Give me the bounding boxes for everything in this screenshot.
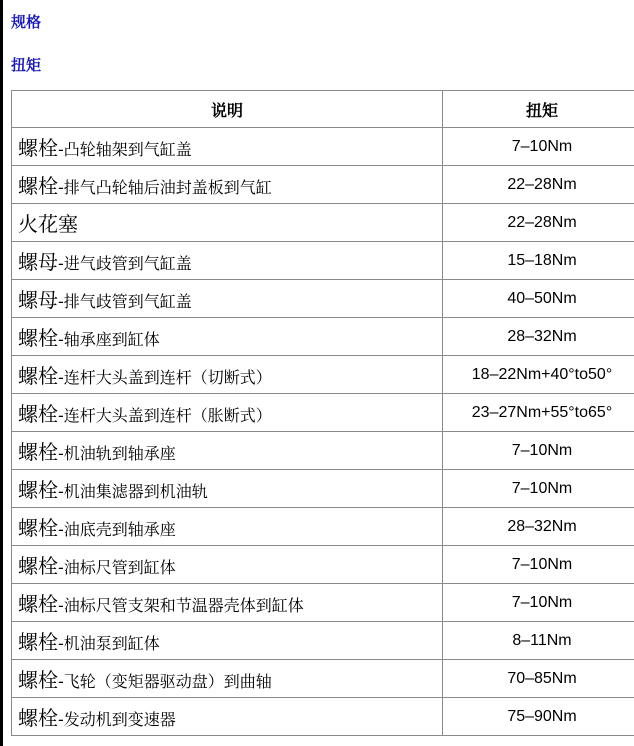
part-name: 螺栓: [18, 136, 58, 160]
part-location: -机油集滤器到机油轨: [58, 482, 208, 501]
cell-description: [12, 204, 443, 242]
part-location: -机油轨到轴承座: [58, 444, 176, 463]
part-location: -排气凸轮轴后油封盖板到气缸: [58, 178, 272, 197]
cell-description: [12, 128, 443, 166]
part-location: -凸轮轴架到气缸盖: [58, 140, 192, 159]
part-location: -连杆大头盖到连杆（切断式）: [58, 368, 272, 387]
part-name: 螺栓: [18, 174, 58, 198]
left-border: [0, 0, 3, 746]
part-location: -排气歧管到气缸盖: [58, 292, 192, 311]
table-row: [12, 204, 634, 242]
cell-torque-value: 15–18Nm: [443, 242, 634, 280]
part-location: -油底壳到轴承座: [58, 520, 176, 539]
part-name: 螺栓: [18, 440, 58, 464]
table-row: [12, 584, 634, 622]
cell-description: [12, 280, 443, 318]
cell-description: [12, 432, 443, 470]
cell-description: [12, 166, 443, 204]
part-name: 螺栓: [18, 364, 58, 388]
part-location: -油标尺管到缸体: [58, 558, 176, 577]
cell-torque-value: 40–50Nm: [443, 280, 634, 318]
cell-description: [12, 242, 443, 280]
column-header-torque: 扭矩: [443, 91, 634, 128]
table-row: [12, 546, 634, 584]
cell-description: [12, 660, 443, 698]
table-row: [12, 508, 634, 546]
cell-description: [12, 698, 443, 736]
cell-torque-value: 7–10Nm: [443, 546, 634, 584]
cell-description: [12, 470, 443, 508]
part-name: 螺母: [18, 250, 58, 274]
cell-torque-value: 28–32Nm: [443, 508, 634, 546]
cell-description: [12, 508, 443, 546]
table-row: [12, 166, 634, 204]
cell-description: [12, 546, 443, 584]
table-row: [12, 318, 634, 356]
part-location: -油标尺管支架和节温器壳体到缸体: [58, 596, 304, 615]
table-row: [12, 128, 634, 166]
cell-torque-value: 7–10Nm: [443, 470, 634, 508]
table-row: [12, 394, 634, 432]
part-location: -进气歧管到气缸盖: [58, 254, 192, 273]
part-name: 螺栓: [18, 554, 58, 578]
heading-spec: 规格: [11, 13, 42, 31]
part-name: 火花塞: [18, 212, 78, 236]
part-name: 螺母: [18, 288, 58, 312]
cell-torque-value: 7–10Nm: [443, 128, 634, 166]
part-location: -轴承座到缸体: [58, 330, 160, 349]
cell-torque-value: 7–10Nm: [443, 432, 634, 470]
column-header-description: 说明: [12, 91, 443, 128]
part-name: 螺栓: [18, 402, 58, 426]
torque-table: [11, 90, 634, 736]
cell-description: [12, 318, 443, 356]
cell-torque-value: 28–32Nm: [443, 318, 634, 356]
table-row: [12, 242, 634, 280]
cell-torque-value: 7–10Nm: [443, 584, 634, 622]
part-name: 螺栓: [18, 668, 58, 692]
cell-description: [12, 394, 443, 432]
table-row: [12, 622, 634, 660]
table-row: [12, 432, 634, 470]
cell-torque-value: 23–27Nm+55°to65°: [443, 394, 634, 432]
cell-torque-value: 8–11Nm: [443, 622, 634, 660]
part-name: 螺栓: [18, 592, 58, 616]
cell-torque-value: 70–85Nm: [443, 660, 634, 698]
part-name: 螺栓: [18, 516, 58, 540]
cell-torque-value: 18–22Nm+40°to50°: [443, 356, 634, 394]
cell-description: [12, 622, 443, 660]
cell-description: [12, 584, 443, 622]
part-location: -发动机到变速器: [58, 710, 176, 729]
cell-torque-value: 22–28Nm: [443, 204, 634, 242]
table-body: [12, 128, 634, 736]
table-header-row: [12, 91, 634, 128]
table-row: [12, 356, 634, 394]
part-name: 螺栓: [18, 706, 58, 730]
part-name: 螺栓: [18, 478, 58, 502]
part-location: -机油泵到缸体: [58, 634, 160, 653]
part-name: 螺栓: [18, 630, 58, 654]
table-row: [12, 280, 634, 318]
table-row: [12, 660, 634, 698]
heading-torque: 扭矩: [11, 56, 42, 74]
table-row: [12, 698, 634, 736]
part-name: 螺栓: [18, 326, 58, 350]
cell-torque-value: 75–90Nm: [443, 698, 634, 736]
cell-torque-value: 22–28Nm: [443, 166, 634, 204]
part-location: -连杆大头盖到连杆（胀断式）: [58, 406, 272, 425]
cell-description: [12, 356, 443, 394]
table-row: [12, 470, 634, 508]
part-location: -飞轮（变矩器驱动盘）到曲轴: [58, 672, 272, 691]
